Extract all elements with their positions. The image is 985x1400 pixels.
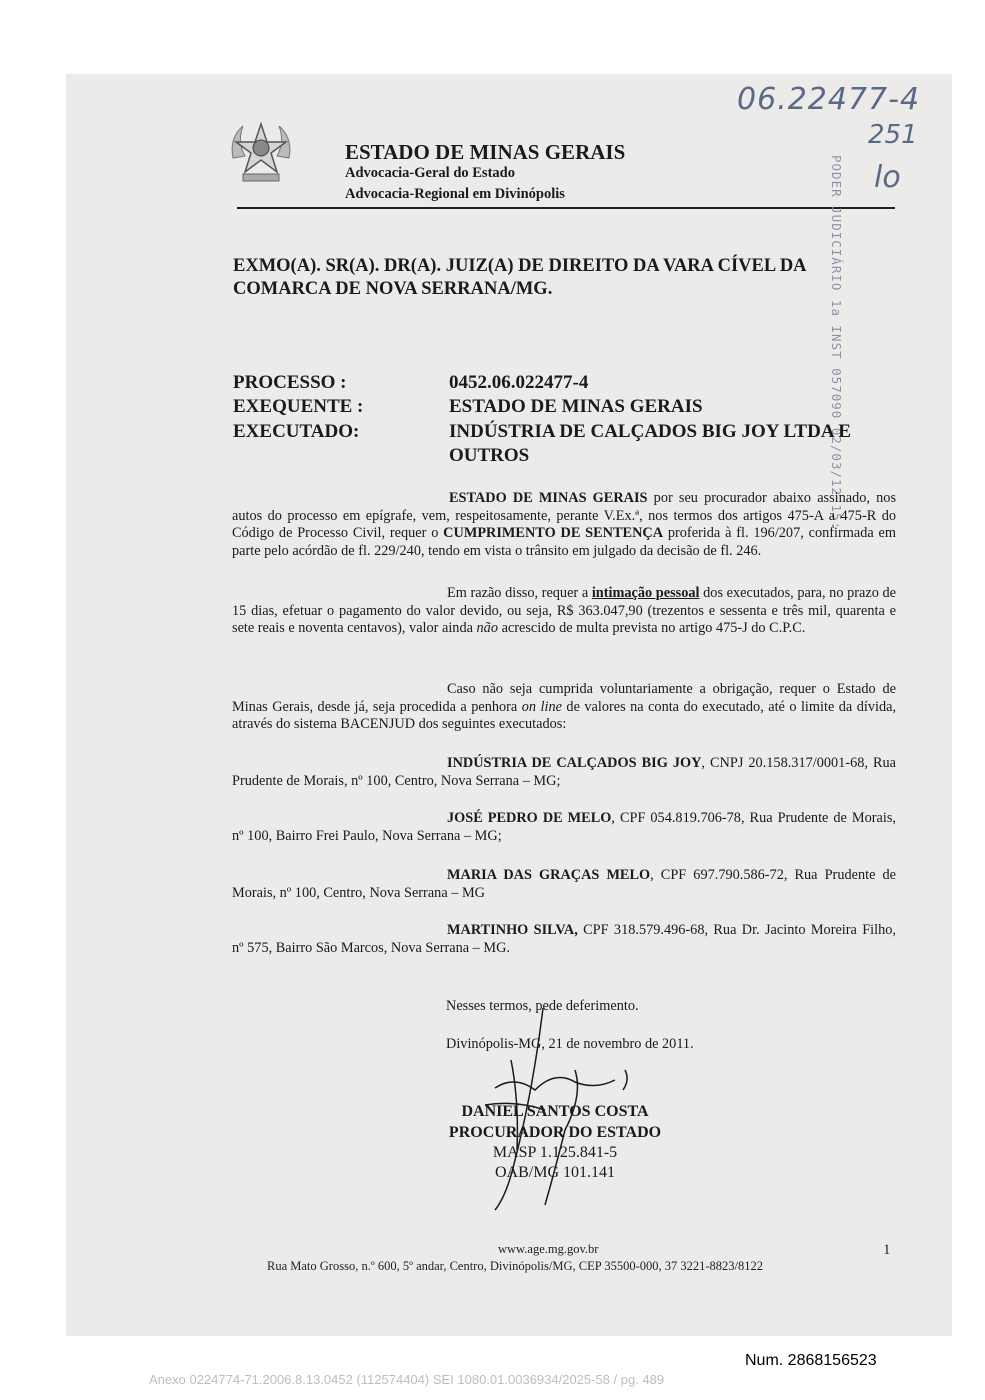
coat-of-arms-logo — [225, 118, 297, 186]
header-divider — [237, 207, 895, 209]
executado-value-line2: OUTROS — [449, 445, 530, 466]
signer-name: DANIEL SANTOS COSTA — [461, 1103, 649, 1120]
paragraph-intimacao: Em razão disso, requer a intimação pessoal dos executados, para, no prazo de 15 dias, efetuar o pagamento do valor devido, ou seja, R$ 363.047,90 (trezentos e sessenta e três mil, quarenta e sete reais e noventa centavos), valor ainda não acrescido de multa prevista no artigo 475-J do C.P.C. — [232, 585, 896, 636]
executado-item: JOSÉ PEDRO DE MELO, CPF 054.819.706-78, Rua Prudente de Morais, nº 100, Bairro Frei Paulo, Nova Serrana – MG; — [232, 810, 896, 844]
processo-label: PROCESSO : — [233, 372, 347, 393]
addressee: EXMO(A). SR(A). DR(A). JUIZ(A) DE DIREITO DA VARA CÍVEL DA COMARCA DE NOVA SERRANA/MG. — [233, 256, 806, 299]
footer-website: www.age.mg.gov.br — [498, 1242, 599, 1256]
executado-item: MARTINHO SILVA, CPF 318.579.496-68, Rua Dr. Jacinto Moreira Filho, nº 575, Bairro São Marcos, Nova Serrana – MG. — [232, 922, 896, 956]
paragraph-request: ESTADO DE MINAS GERAIS por seu procurador abaixo assinado, nos autos do processo em epígrafe, vem, respeitosamente, perante V.Ex.ª, nos termos dos artigos 475-A a 475-R do Código de Processo Civil, requer o CUMPRIMENTO DE SENTENÇA proferida à fl. 196/207, confirmada em parte pelo acórdão de fl. 229/240, tendo em vista o trânsito em julgado da decisão de fl. 246. — [232, 490, 897, 559]
header-agency: Advocacia-Geral do Estado — [345, 165, 515, 181]
exequente-value: ESTADO DE MINAS GERAIS — [449, 396, 703, 417]
paragraph-penhora: Caso não seja cumprida voluntariamente a obrigação, requer o Estado de Minas Gerais, desde já, seja procedida a penhora on line de valores na conta do executado, até o limite da dívida, através do sistema BACENJUD dos seguintes executados: — [232, 681, 897, 732]
footer-page-number: 1 — [883, 1242, 891, 1258]
executado-label: EXECUTADO: — [233, 421, 360, 442]
executado-item: MARIA DAS GRAÇAS MELO, CPF 697.790.586-72, Rua Prudente de Morais, nº 100, Centro, Nova Serrana – MG — [232, 867, 896, 901]
header-regional: Advocacia-Regional em Divinópolis — [345, 186, 565, 202]
signer-masp: MASP 1.125.841-5 — [492, 1144, 618, 1161]
closing-request: Nesses termos, pede deferimento. — [446, 998, 639, 1014]
handwritten-process-number: 06.22477-4 — [737, 82, 921, 117]
signer-oab: OAB/MG 101.141 — [494, 1164, 615, 1181]
handwritten-initials: lo — [874, 160, 901, 195]
handwritten-page-number: 251 — [868, 120, 918, 150]
court-reception-stamp: PODER JUDICIÁRIO 1a INST 057090 02/03/12 15: — [829, 155, 844, 531]
header-state: ESTADO DE MINAS GERAIS — [345, 140, 626, 164]
closing-place-date: Divinópolis-MG, 21 de novembro de 2011. — [446, 1036, 694, 1052]
document-number: Num. 2868156523 — [745, 1352, 877, 1369]
annex-reference: Anexo 0224774-71.2006.8.13.0452 (112574404) SEI 1080.01.0036934/2025-58 / pg. 489 — [149, 1372, 665, 1387]
processo-value: 0452.06.022477-4 — [449, 372, 589, 393]
footer-address: Rua Mato Grosso, n.º 600, 5º andar, Centro, Divinópolis/MG, CEP 35500-000, 37 3221-8823/8122 — [267, 1259, 764, 1273]
executado-item: INDÚSTRIA DE CALÇADOS BIG JOY, CNPJ 20.158.317/0001-68, Rua Prudente de Morais, nº 100, Centro, Nova Serrana – MG; — [232, 755, 896, 789]
executado-value-line1: INDÚSTRIA DE CALÇADOS BIG JOY LTDA E — [449, 421, 851, 442]
signer-title: PROCURADOR DO ESTADO — [448, 1124, 662, 1141]
exequente-label: EXEQUENTE : — [233, 396, 364, 417]
